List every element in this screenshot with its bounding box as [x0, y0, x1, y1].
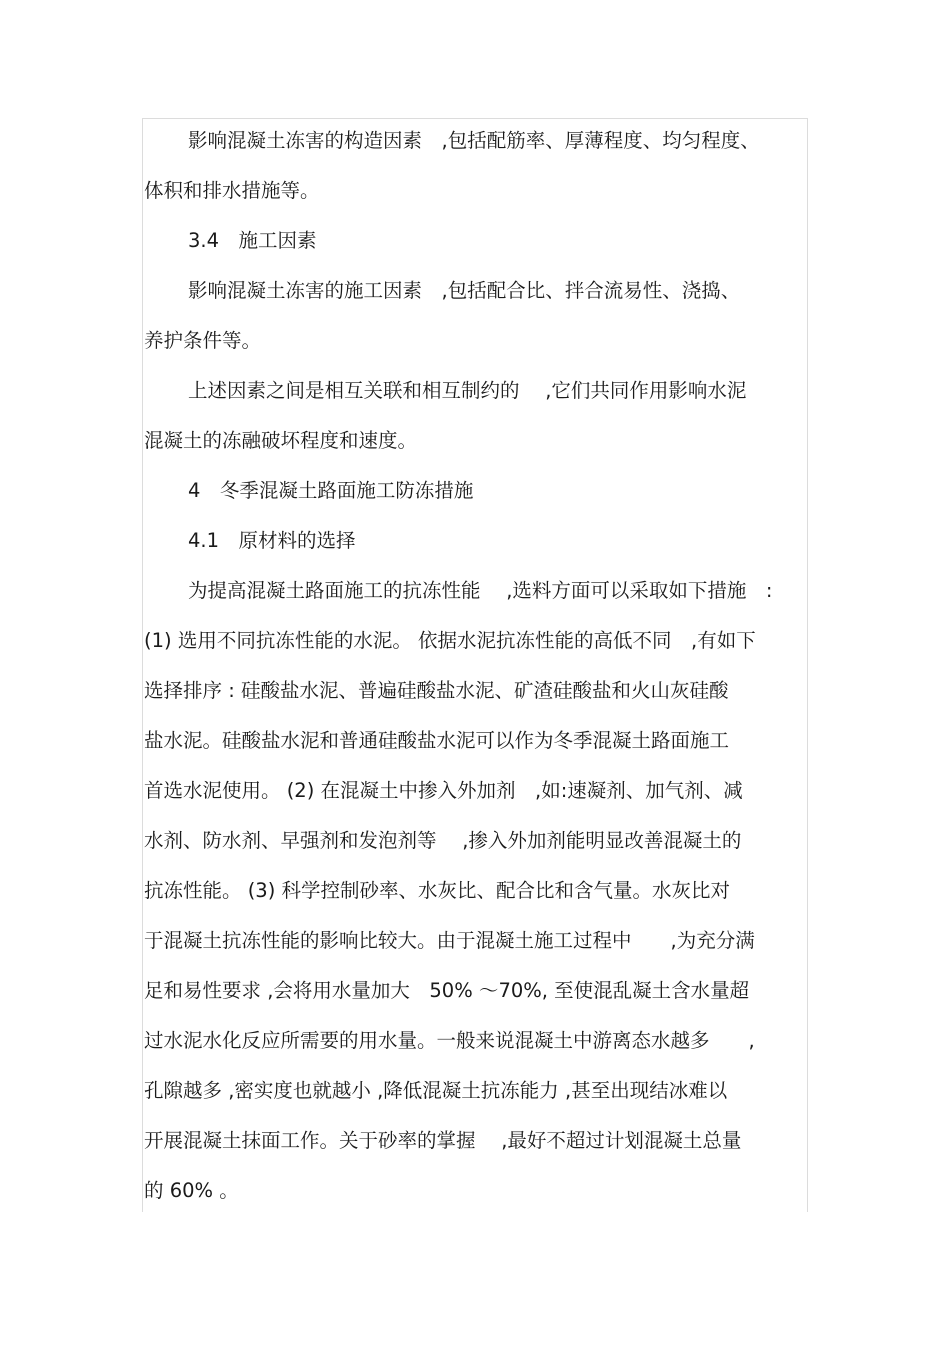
paragraph-line: 上述因素之间是相互关联和相互制约的 ,它们共同作用影响水泥 [188, 379, 747, 402]
section-heading: 3.4 施工因素 [188, 229, 317, 252]
paragraph-line: 足和易性要求 ,会将用水量加大 50% ～70%, 至使混乱凝土含水量超 [144, 979, 750, 1002]
paragraph-line: 影响混凝土冻害的施工因素 ,包括配合比、拌合流易性、浇捣、 [188, 279, 741, 302]
paragraph-line: 的 60% 。 [144, 1179, 239, 1202]
paragraph-line: 首选水泥使用。 (2) 在混凝土中掺入外加剂 ,如:速凝剂、加气剂、减 [144, 779, 743, 802]
paragraph-line: 抗冻性能。 (3) 科学控制砂率、水灰比、配合比和含气量。水灰比对 [144, 879, 731, 902]
paragraph-line: 盐水泥。硅酸盐水泥和普通硅酸盐水泥可以作为冬季混凝土路面施工 [144, 729, 730, 752]
paragraph-line: (1) 选用不同抗冻性能的水泥。 依据水泥抗冻性能的高低不同 ,有如下 [144, 629, 756, 652]
paragraph-line: 水剂、防水剂、早强剂和发泡剂等 ,掺入外加剂能明显改善混凝土的 [144, 829, 742, 852]
paragraph-line: 混凝土的冻融破坏程度和速度。 [144, 429, 418, 452]
paragraph-line: 为提高混凝土路面施工的抗冻性能 ,选料方面可以采取如下措施 : [188, 579, 773, 602]
paragraph-line: 开展混凝土抹面工作。关于砂率的掌握 ,最好不超过计划混凝土总量 [144, 1129, 742, 1152]
paragraph-line: 过水泥水化反应所需要的用水量。一般来说混凝土中游离态水越多 , [144, 1029, 755, 1052]
paragraph-line: 于混凝土抗冻性能的影响比较大。由于混凝土施工过程中 ,为充分满 [144, 929, 755, 952]
paragraph-line: 选择排序 : 硅酸盐水泥、普遍硅酸盐水泥、矿渣硅酸盐和火山灰硅酸 [144, 679, 729, 702]
paragraph-line: 孔隙越多 ,密实度也就越小 ,降低混凝土抗冻能力 ,甚至出现结冰难以 [144, 1079, 728, 1102]
subsection-heading: 4.1 原材料的选择 [188, 529, 356, 552]
paragraph-line: 体积和排水措施等。 [144, 179, 320, 202]
paragraph-line: 影响混凝土冻害的构造因素 ,包括配筋率、厚薄程度、均匀程度、 [188, 129, 760, 152]
section-heading: 4 冬季混凝土路面施工防冻措施 [188, 479, 474, 502]
paragraph-line: 养护条件等。 [144, 329, 262, 352]
